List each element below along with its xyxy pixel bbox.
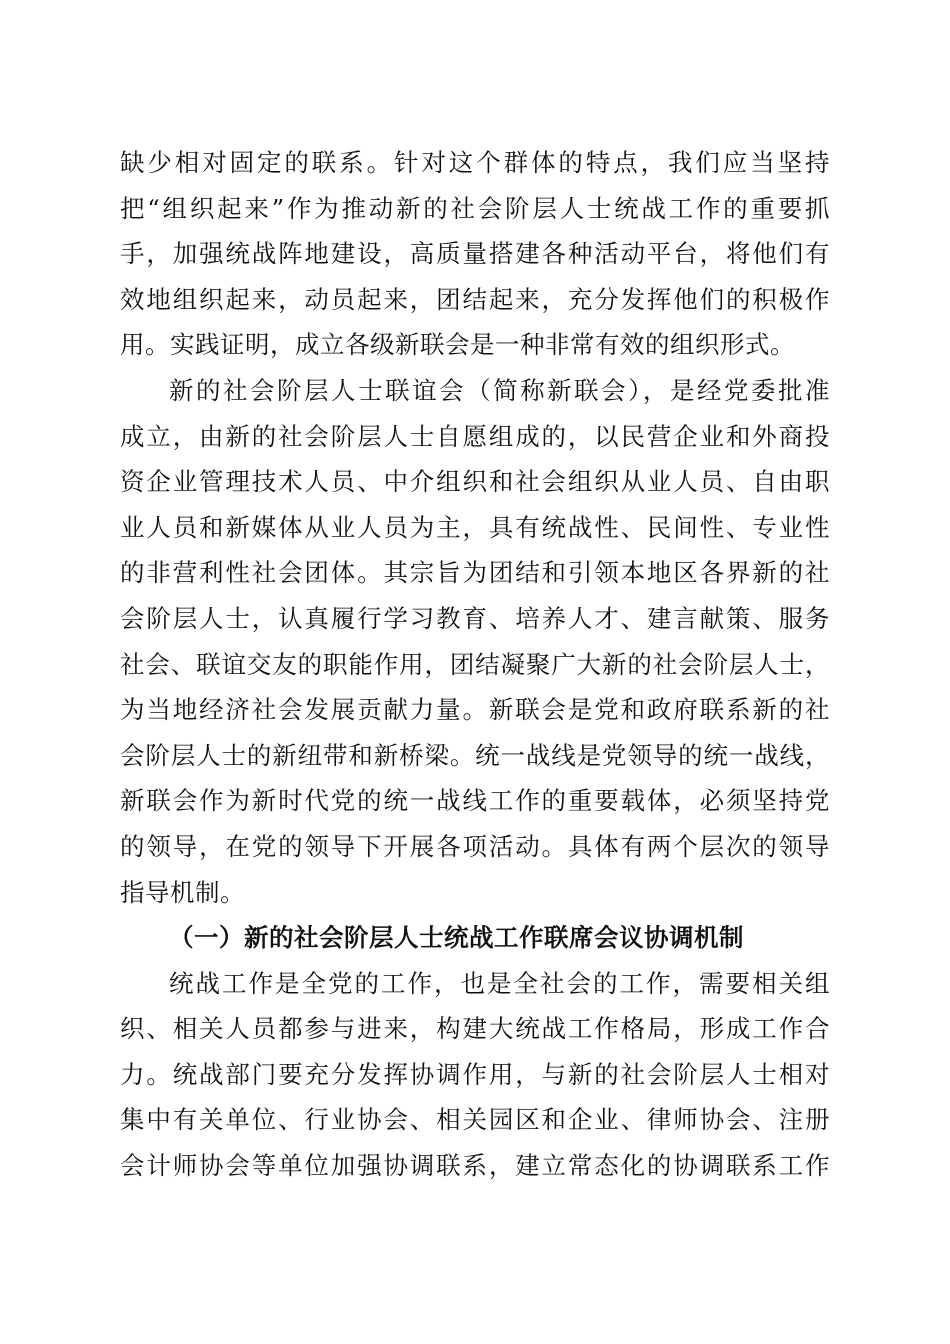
text-line: 的非营利性社会团体。其宗旨为团结和引领本地区各界新的社 (120, 558, 830, 588)
text-line: 新联会作为新时代党的统一战线工作的重要载体，必须坚持党 (120, 786, 830, 816)
paragraph-2 (120, 368, 830, 915)
text-line: 把“组织起来”作为推动新的社会阶层人士统战工作的重要抓 (120, 193, 830, 223)
text-line: 手，加强统战阵地建设，高质量搭建各种活动平台，将他们有 (120, 239, 830, 269)
text-line: 缺少相对固定的联系。针对这个群体的特点，我们应当坚持 (120, 148, 830, 177)
paragraph-3 (120, 961, 830, 1189)
text-line: 统战工作是全党的工作，也是全社会的工作，需要相关组 (169, 968, 830, 998)
text-line: 织、相关人员都参与进来，构建大统战工作格局，形成工作合 (120, 1014, 830, 1044)
text-line: 会阶层人士，认真履行学习教育、培养人才、建言献策、服务 (120, 603, 830, 633)
text-line: 新的社会阶层人士联谊会（简称新联会），是经党委批准 (169, 375, 830, 405)
text-line: 的领导，在党的领导下开展各项活动。具体有两个层次的领导 (120, 831, 830, 861)
text-line: 成立，由新的社会阶层人士自愿组成的，以民营企业和外商投 (120, 421, 830, 451)
text-line: 业人员和新媒体从业人员为主，具有统战性、民间性、专业性 (120, 512, 830, 542)
text-line: 用。实践证明，成立各级新联会是一种非常有效的组织形式。 (120, 330, 795, 360)
text-line: 力。统战部门要充分发挥协调作用，与新的社会阶层人士相对 (120, 1059, 830, 1089)
text-line: 资企业管理技术人员、中介组织和社会组织从业人员、自由职 (120, 467, 830, 497)
document-body (120, 140, 830, 1189)
text-line: 集中有关单位、行业协会、相关园区和企业、律师协会、注册 (120, 1105, 830, 1135)
section-heading: （一）新的社会阶层人士统战工作联席会议协调机制 (169, 923, 744, 953)
text-line: 指导机制。 (120, 877, 245, 907)
paragraph-1 (120, 140, 830, 368)
text-line: 会阶层人士的新纽带和新桥梁。统一战线是党领导的统一战线， (120, 740, 830, 770)
text-line: 为当地经济社会发展贡献力量。新联会是党和政府联系新的社 (120, 695, 830, 725)
text-line: 会计师协会等单位加强协调联系，建立常态化的协调联系工作 (120, 1151, 830, 1181)
text-line: 社会、联谊交友的职能作用，团结凝聚广大新的社会阶层人士， (120, 649, 830, 679)
text-line: 效地组织起来，动员起来，团结起来，充分发挥他们的积极作 (120, 284, 830, 314)
